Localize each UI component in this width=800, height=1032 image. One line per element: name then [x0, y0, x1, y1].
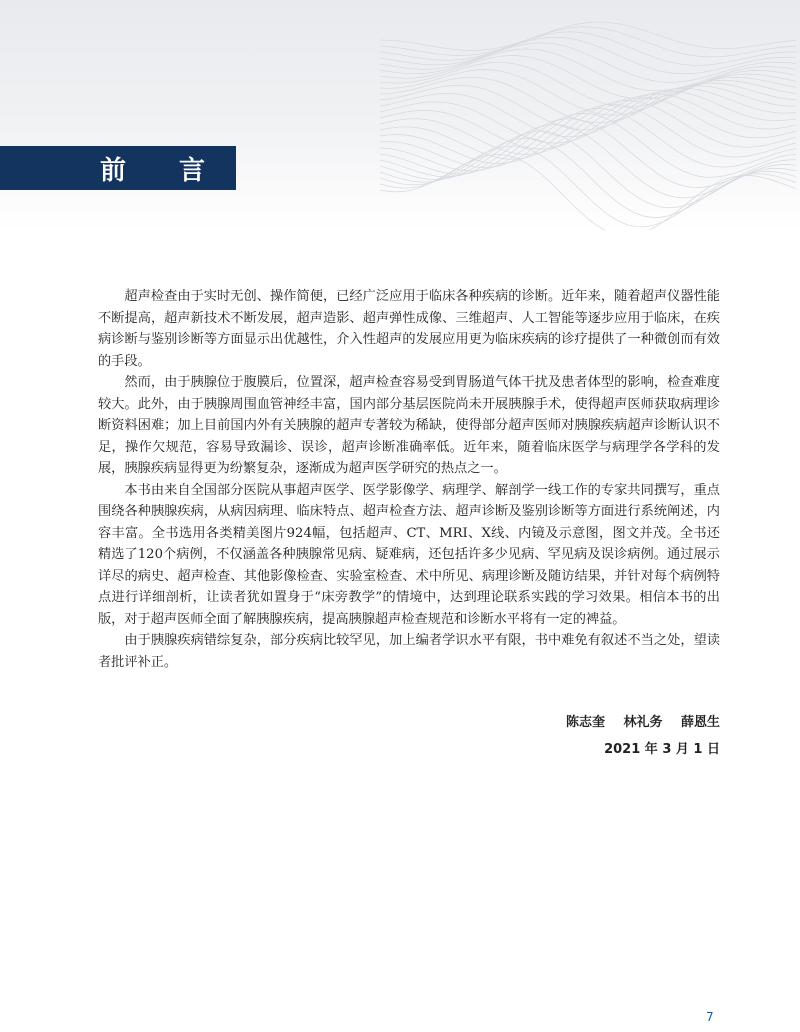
title-bar: [0, 146, 236, 190]
decorative-wave-graphic: [0, 0, 800, 230]
paragraph-1: 超声检查由于实时无创、操作简便，已经广泛应用于临床各种疾病的诊断。近年来，随着超声仪器性能不断提高，超声新技术不断发展，超声造影、超声弹性成像、三维超声、人工智能等逐步应用于临床，在疾病诊断与鉴别诊断等方面显示出优越性，介入性超声的发展应用更为临床疾病的诊疗提供了一种微创而有效的手段。: [98, 289, 720, 369]
wave-line: [380, 146, 796, 227]
wave-line: [380, 43, 796, 82]
authors: 陈志奎 林礼务 薛恩生: [565, 715, 720, 730]
wave-line: [380, 125, 796, 198]
page-title: 前 言: [100, 155, 228, 186]
wave-line: [380, 94, 796, 154]
wave-line: [380, 27, 796, 57]
wave-line: [380, 22, 796, 50]
header-background: [0, 0, 800, 230]
page-number: 7: [706, 1010, 714, 1024]
wave-line: [380, 109, 796, 171]
paragraph-2: 然而，由于胰腺位于腹膜后，位置深，超声检查容易受到胃肠道气体干扰及患者体型的影响，检查难度较大。此外，由于胰腺周围血管神经丰富，国内部分基层医院尚未开展胰腺手术，使得超声医师获取病理诊断资料困难；加上目前国内外有关胰腺的超声专著较为稀缺，使得部分超声医师对胰腺疾病超声诊断认识不足，操作欠规范，容易导致漏诊、误诊，超声诊断准确率低。近年来，随着临床医学与病理学各学科的发展，胰腺疾病显得更为纷繁复杂，逐渐成为超声医学研究的热点之一。: [98, 375, 720, 476]
wave-line: [380, 97, 796, 159]
wave-line: [380, 77, 796, 122]
preface-body: [98, 286, 720, 673]
wave-line: [380, 131, 796, 208]
date: 2021 年 3 月 1 日: [604, 742, 720, 757]
paragraph-4: 由于胰腺疾病错综复杂，部分疾病比较罕见，加上编者学识水平有限，书中难免有叙述不当之处，望读者批评补正。: [98, 633, 720, 670]
signature-block: [566, 711, 720, 757]
paragraph-3: 本书由来自全国部分医院从事超声医学、医学影像学、病理学、解剖学一线工作的专家共同撰写，重点围绕各种胰腺疾病，从病因病理、临床特点、超声检查方法、超声诊断及鉴别诊断等方面进行系统阐述，内容丰富。全书选用各类精美图片924幅，包括超声、CT、MRI、X线、内镜及示意图，图文并茂。全书还精选了120个病例，不仅涵盖各种胰腺常见病、疑难病，还包括许多少见病、罕见病及误诊病例。通过展示详尽的病史、超声检查、其他影像检查、实验室检查、术中所见、病理诊断及随访结果，并针对每个病例特点进行详细剖析，让读者犹如置身于“床旁教学”的情境中，达到理论联系实践的学习效果。相信本书的出版，对于超声医师全面了解胰腺疾病，提高胰腺超声检查规范和诊断水平将有一定的裨益。: [98, 482, 720, 627]
wave-line: [380, 155, 796, 231]
